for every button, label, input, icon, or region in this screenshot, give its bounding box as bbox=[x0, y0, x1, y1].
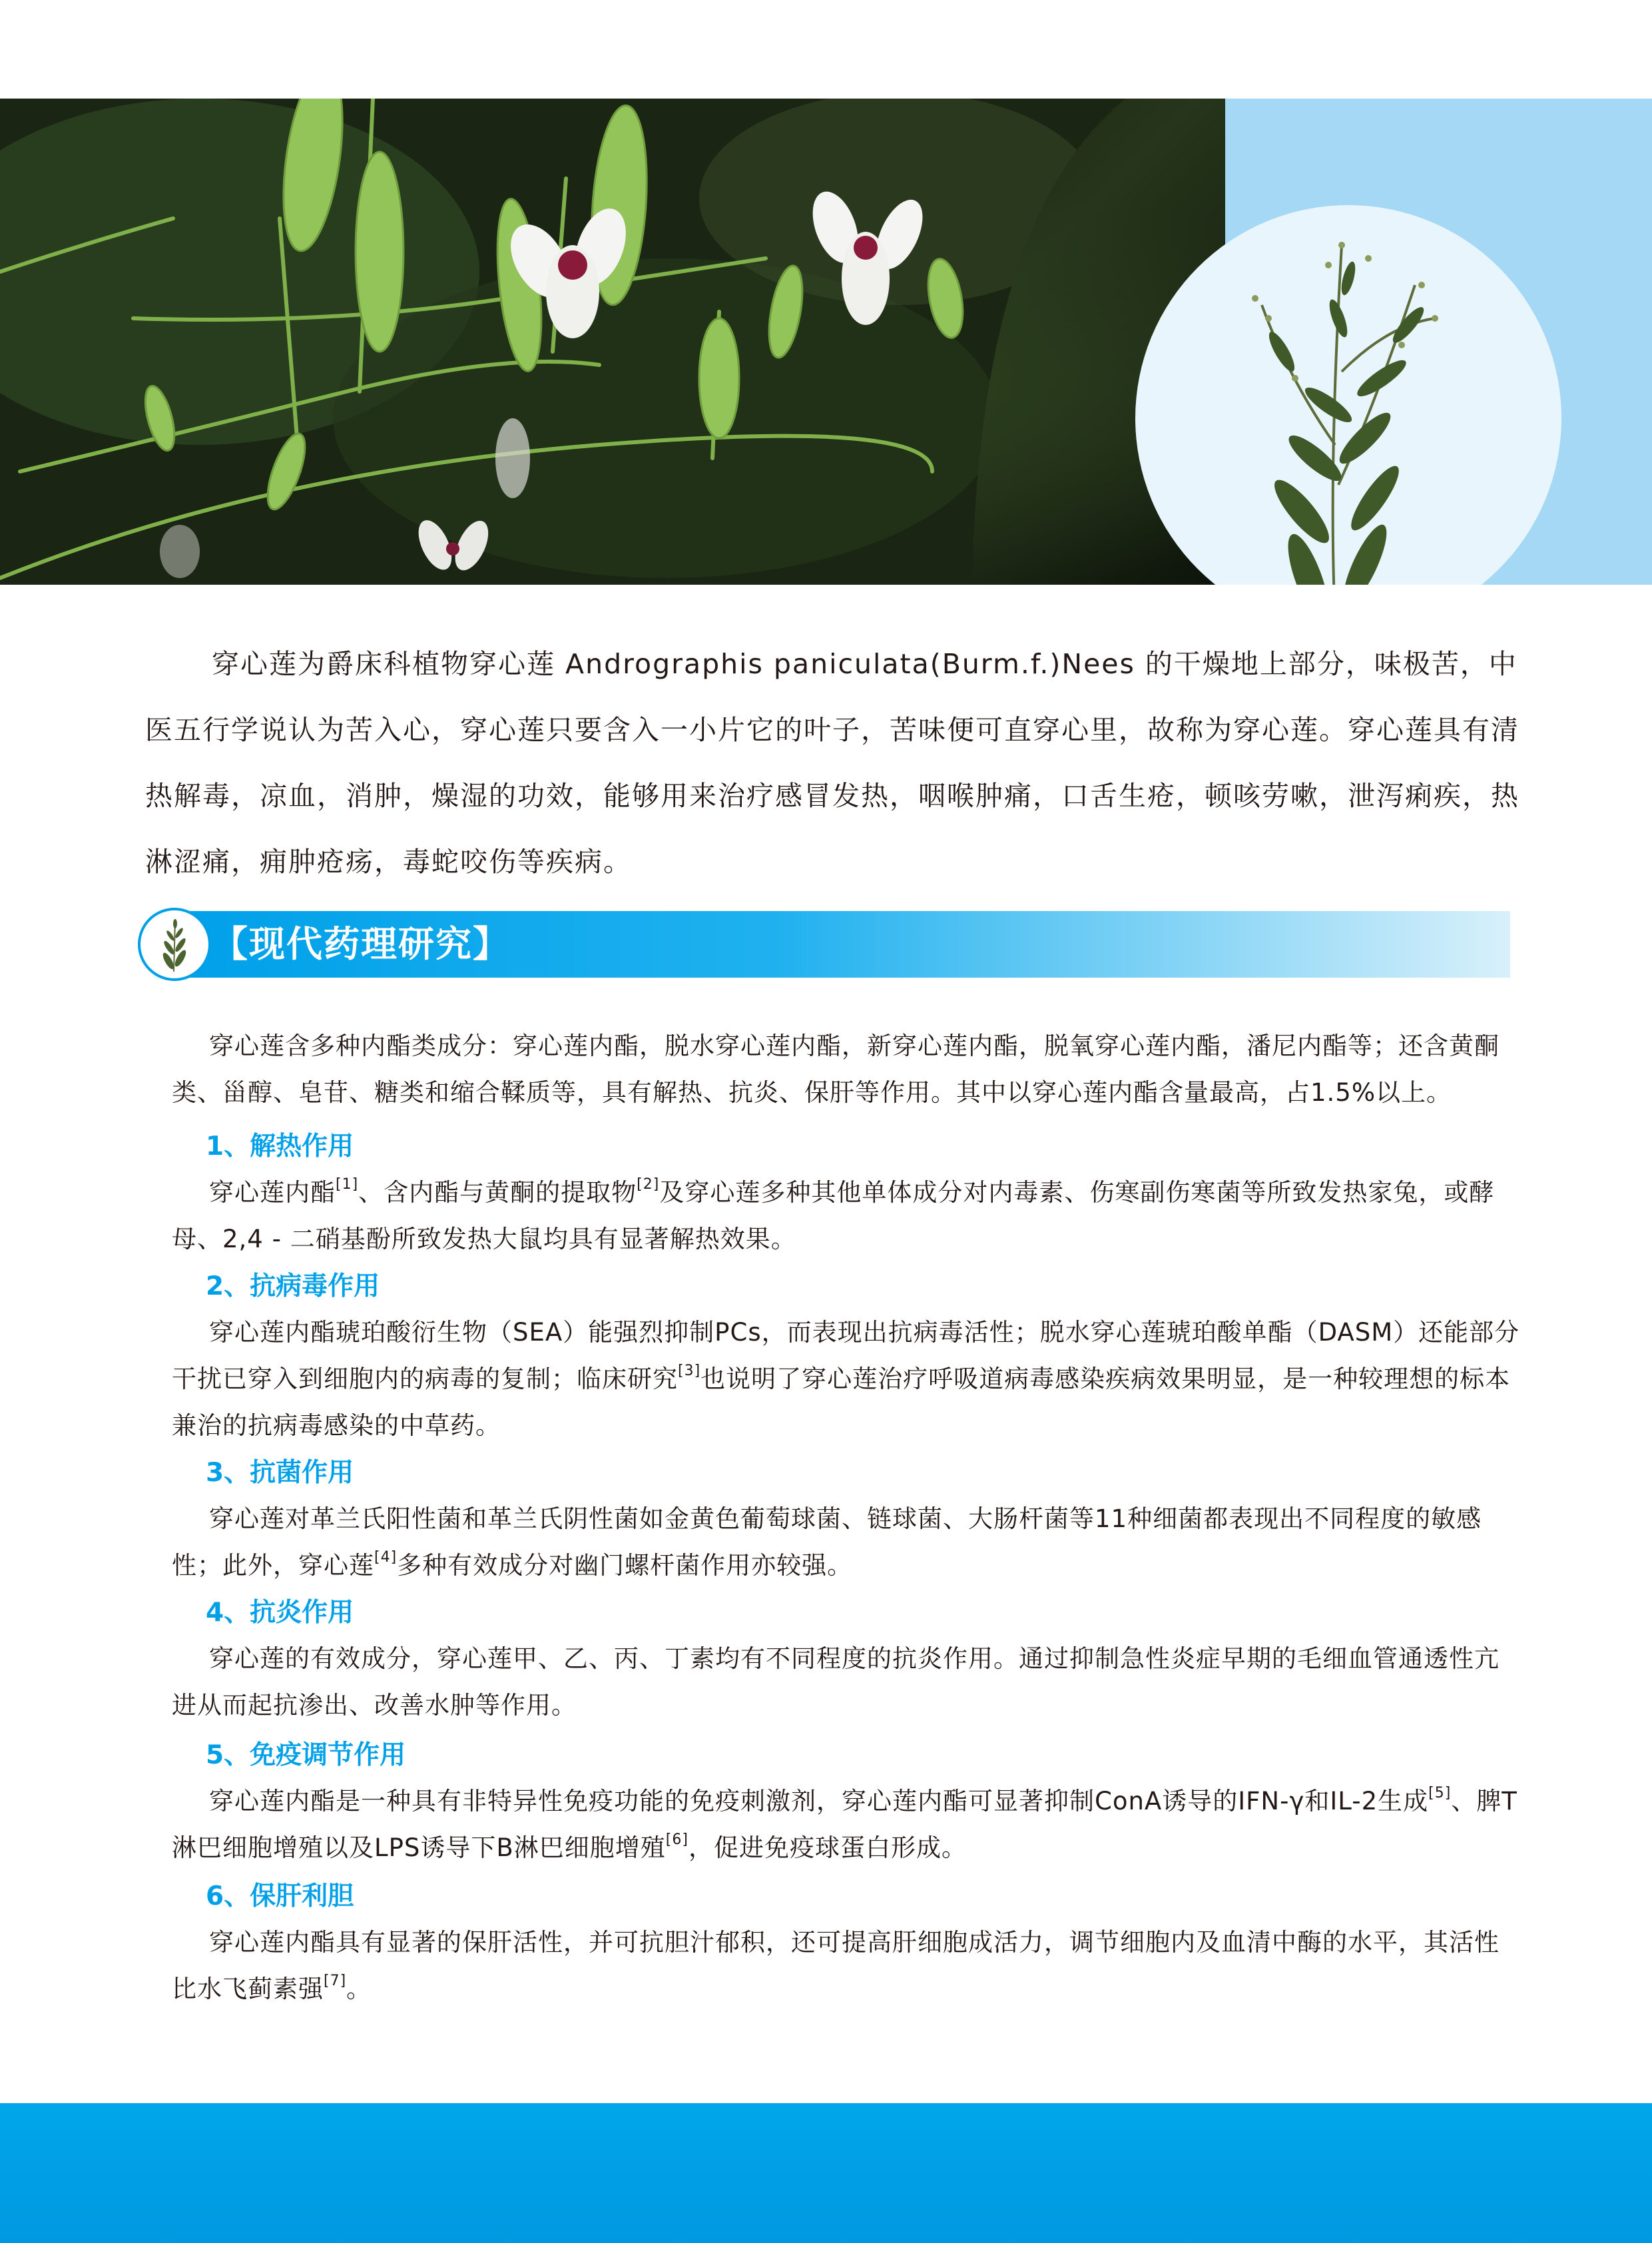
subheading-immunomodulation: 5、免疫调节作用 bbox=[206, 1740, 406, 1770]
subheading-antibacterial: 3、抗菌作用 bbox=[206, 1458, 354, 1488]
paragraph-immunomodulation: 穿心莲内酯是一种具有非特异性免疫功能的免疫刺激剂，穿心莲内酯可显著抑制ConA诱导的IFN-γ和IL-2生成[5]、脾T淋巴细胞增殖以及LPS诱导下B淋巴细胞增殖[6]，促进免疫球蛋白形成。 bbox=[172, 1785, 1517, 1862]
citation-2: [2] bbox=[637, 1176, 660, 1193]
subheading-anti-inflammatory: 4、抗炎作用 bbox=[206, 1598, 354, 1628]
paragraph-anti-inflammatory: 穿心莲的有效成分，穿心莲甲、乙、丙、丁素均有不同程度的抗炎作用。通过抑制急性炎症早期的毛细血管通透性亢进从而起抗渗出、改善水肿等作用。 bbox=[172, 1644, 1500, 1720]
andrographis-plant-icon bbox=[138, 908, 211, 981]
paragraph-antipyretic: 穿心莲内酯[1]、含内酯与黄酮的提取物[2]及穿心莲多种其他单体成分对内毒素、伤寒副伤寒菌等所致发热家兔，或酵母、2,4 - 二硝基酚所致发热大鼠均具有显著解热效果。 bbox=[172, 1176, 1495, 1253]
citation-4: [4] bbox=[374, 1549, 398, 1566]
subheading-antiviral: 2、抗病毒作用 bbox=[206, 1271, 380, 1301]
subheading-hepatoprotective: 6、保肝利胆 bbox=[206, 1881, 354, 1911]
citation-5: [5] bbox=[1428, 1785, 1452, 1801]
intro-paragraph: 穿心莲为爵床科植物穿心莲 Andrographis paniculata(Burm.f.)Nees 的干燥地上部分，味极苦，中医五行学说认为苦入心，穿心莲只要含入一小片它的叶子，苦味便可直穿心里，故称为穿心莲。穿心莲具有清热解毒，凉血，消肿，燥湿的功效，能够用来治疗感冒发热，咽喉肿痛，口舌生疮，顿咳劳嗽，泄泻痢疾，热淋涩痛，痈肿疮疡，毒蛇咬伤等疾病。 bbox=[145, 648, 1519, 878]
paragraph-hepatoprotective: 穿心莲内酯具有显著的保肝活性，并可抗胆汁郁积，还可提高肝细胞成活力，调节细胞内及血清中酶的水平，其活性比水飞蓟素强[7]。 bbox=[172, 1928, 1500, 2003]
citation-6: [6] bbox=[665, 1831, 688, 1848]
hero-photo-plant-flowers bbox=[0, 99, 1225, 585]
hero-banner bbox=[0, 99, 1652, 585]
citation-3: [3] bbox=[678, 1363, 701, 1379]
footer-band bbox=[0, 2103, 1652, 2243]
citation-7: [7] bbox=[324, 1973, 347, 1989]
citation-1: [1] bbox=[336, 1176, 359, 1193]
section-title: 【现代药理研究】 bbox=[212, 923, 510, 965]
hero-circle-plant-illustration bbox=[1135, 205, 1561, 585]
paragraph-antibacterial: 穿心莲对革兰氏阳性菌和革兰氏阴性菌如金黄色葡萄球菌、链球菌、大肠杆菌等11种细菌都表现出不同程度的敏感性；此外，穿心莲[4]多种有效成分对幽门螺杆菌作用亦较强。 bbox=[172, 1504, 1482, 1580]
paragraph-antiviral: 穿心莲内酯琥珀酸衍生物（SEA）能强烈抑制PCs，而表现出抗病毒活性；脱水穿心莲琥珀酸单酯（DASM）还能部分干扰已穿入到细胞内的病毒的复制；临床研究[3]也说明了穿心莲治疗呼吸道病毒感染疾病效果明显，是一种较理想的标本兼治的抗病毒感染的中草药。 bbox=[172, 1318, 1520, 1440]
overview-paragraph: 穿心莲含多种内酯类成分：穿心莲内酯，脱水穿心莲内酯，新穿心莲内酯，脱氧穿心莲内酯，潘尼内酯等；还含黄酮类、甾醇、皂苷、糖类和缩合鞣质等，具有解热、抗炎、保肝等作用。其中以穿心莲内酯含量最高，占1.5%以上。 bbox=[172, 1032, 1500, 1107]
subheading-antipyretic: 1、解热作用 bbox=[206, 1131, 354, 1161]
